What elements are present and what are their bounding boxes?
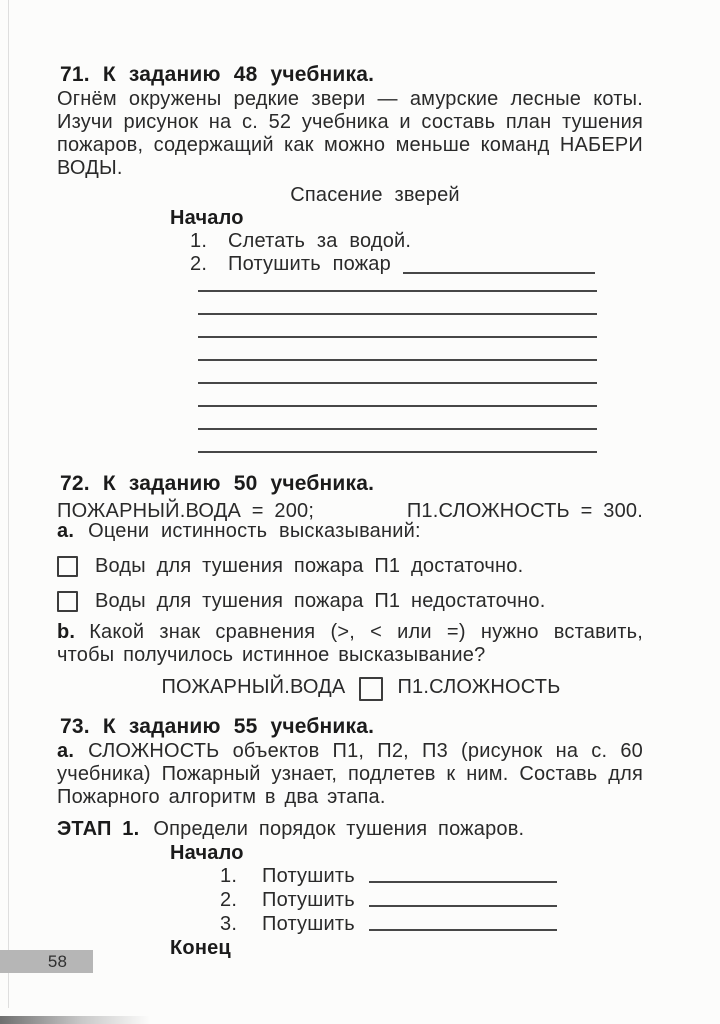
step-text: Потушить (262, 889, 355, 911)
task-72-heading: 72. К заданию 50 учебника. (60, 472, 375, 495)
answer-blank[interactable] (369, 913, 557, 931)
part-a-label: a. (57, 520, 75, 542)
part-a-label: a. (57, 740, 75, 762)
statement-row (57, 590, 643, 614)
answer-line[interactable] (198, 276, 597, 292)
step-number: 2. (220, 889, 238, 911)
answer-blank[interactable] (403, 258, 595, 274)
algorithm-step (220, 865, 643, 889)
task-73 (57, 714, 643, 960)
task-71-heading: 71. К заданию 48 учебника. (60, 63, 375, 86)
answer-blank[interactable] (369, 889, 557, 907)
answer-line[interactable] (198, 384, 597, 407)
algorithm-step (190, 253, 643, 276)
comparison-left-operand: ПОЖАРНЫЙ.ВОДА (161, 676, 346, 698)
given-value: П1.СЛОЖНОСТЬ = 300. (406, 500, 643, 522)
comparison-row (57, 674, 643, 701)
statement-text: Воды для тушения пожара П1 достаточно. (95, 555, 524, 577)
step-text: Потушить (262, 913, 355, 935)
begin-keyword: Начало (170, 207, 244, 229)
part-b-label: b. (57, 621, 76, 643)
statement-row (57, 555, 643, 579)
task-71-intro: Огнём окружены редкие звери — амурские лесные коты. Изучи рисунок на с. 52 учебника и составь план тушения пожаров, содержащий как можно меньше команд НАБЕРИ ВОДЫ. (57, 88, 643, 179)
algorithm-step (220, 913, 643, 937)
given-values-row (57, 497, 643, 520)
task-73-heading: 73. К заданию 55 учебника. (60, 715, 375, 738)
step-number: 1. (220, 865, 238, 887)
step-text: Потушить пожар (228, 253, 595, 276)
task-72 (57, 471, 643, 701)
algorithm-step (220, 889, 643, 913)
algorithm-step (190, 230, 643, 253)
step-number: 2. (190, 253, 208, 275)
book-edge-shadow (0, 1016, 150, 1024)
statement-checkbox[interactable] (57, 556, 78, 577)
stage-label: ЭТАП 1. (57, 818, 140, 840)
answer-line[interactable] (198, 361, 597, 384)
step-text: Потушить (262, 865, 355, 887)
statement-text: Воды для тушения пожара П1 недостаточно. (95, 590, 546, 612)
comparison-right-operand: П1.СЛОЖНОСТЬ (397, 676, 561, 698)
comparison-sign-box[interactable] (359, 677, 383, 701)
step-number: 1. (190, 230, 208, 252)
part-a-text: a. СЛОЖНОСТЬ объектов П1, П2, П3 (рисунок на с. 60 учебника) Пожарный узнает, подлетев к ним. Составь для Пожарного алгоритм в два этапа. (57, 740, 643, 808)
page-number: 58 (47, 952, 68, 971)
given-value: ПОЖАРНЫЙ.ВОДА = 200; (57, 500, 315, 522)
answer-line[interactable] (198, 430, 597, 453)
statement-checkbox[interactable] (57, 591, 78, 612)
answer-line[interactable] (198, 315, 597, 338)
answer-line[interactable] (198, 407, 597, 430)
part-b-prompt: b. Какой знак сравнения (>, < или =) нужно вставить, чтобы получилось истинное высказывание? (57, 621, 643, 666)
task-71 (57, 62, 643, 453)
begin-keyword: Начало (170, 842, 244, 864)
part-a-prompt: a. Оцени истинность высказываний: (57, 520, 421, 542)
algorithm-title: Спасение зверей (290, 184, 460, 206)
step-text: Слетать за водой. (228, 230, 412, 252)
answer-lines-block (198, 276, 597, 453)
stage-row: ЭТАП 1. Определи порядок тушения пожаров. (57, 818, 525, 840)
step-number: 3. (220, 913, 238, 935)
page-number-badge (0, 950, 93, 973)
answer-blank[interactable] (369, 865, 557, 883)
answer-line[interactable] (198, 292, 597, 315)
end-keyword: Конец (170, 937, 231, 959)
answer-line[interactable] (198, 338, 597, 361)
